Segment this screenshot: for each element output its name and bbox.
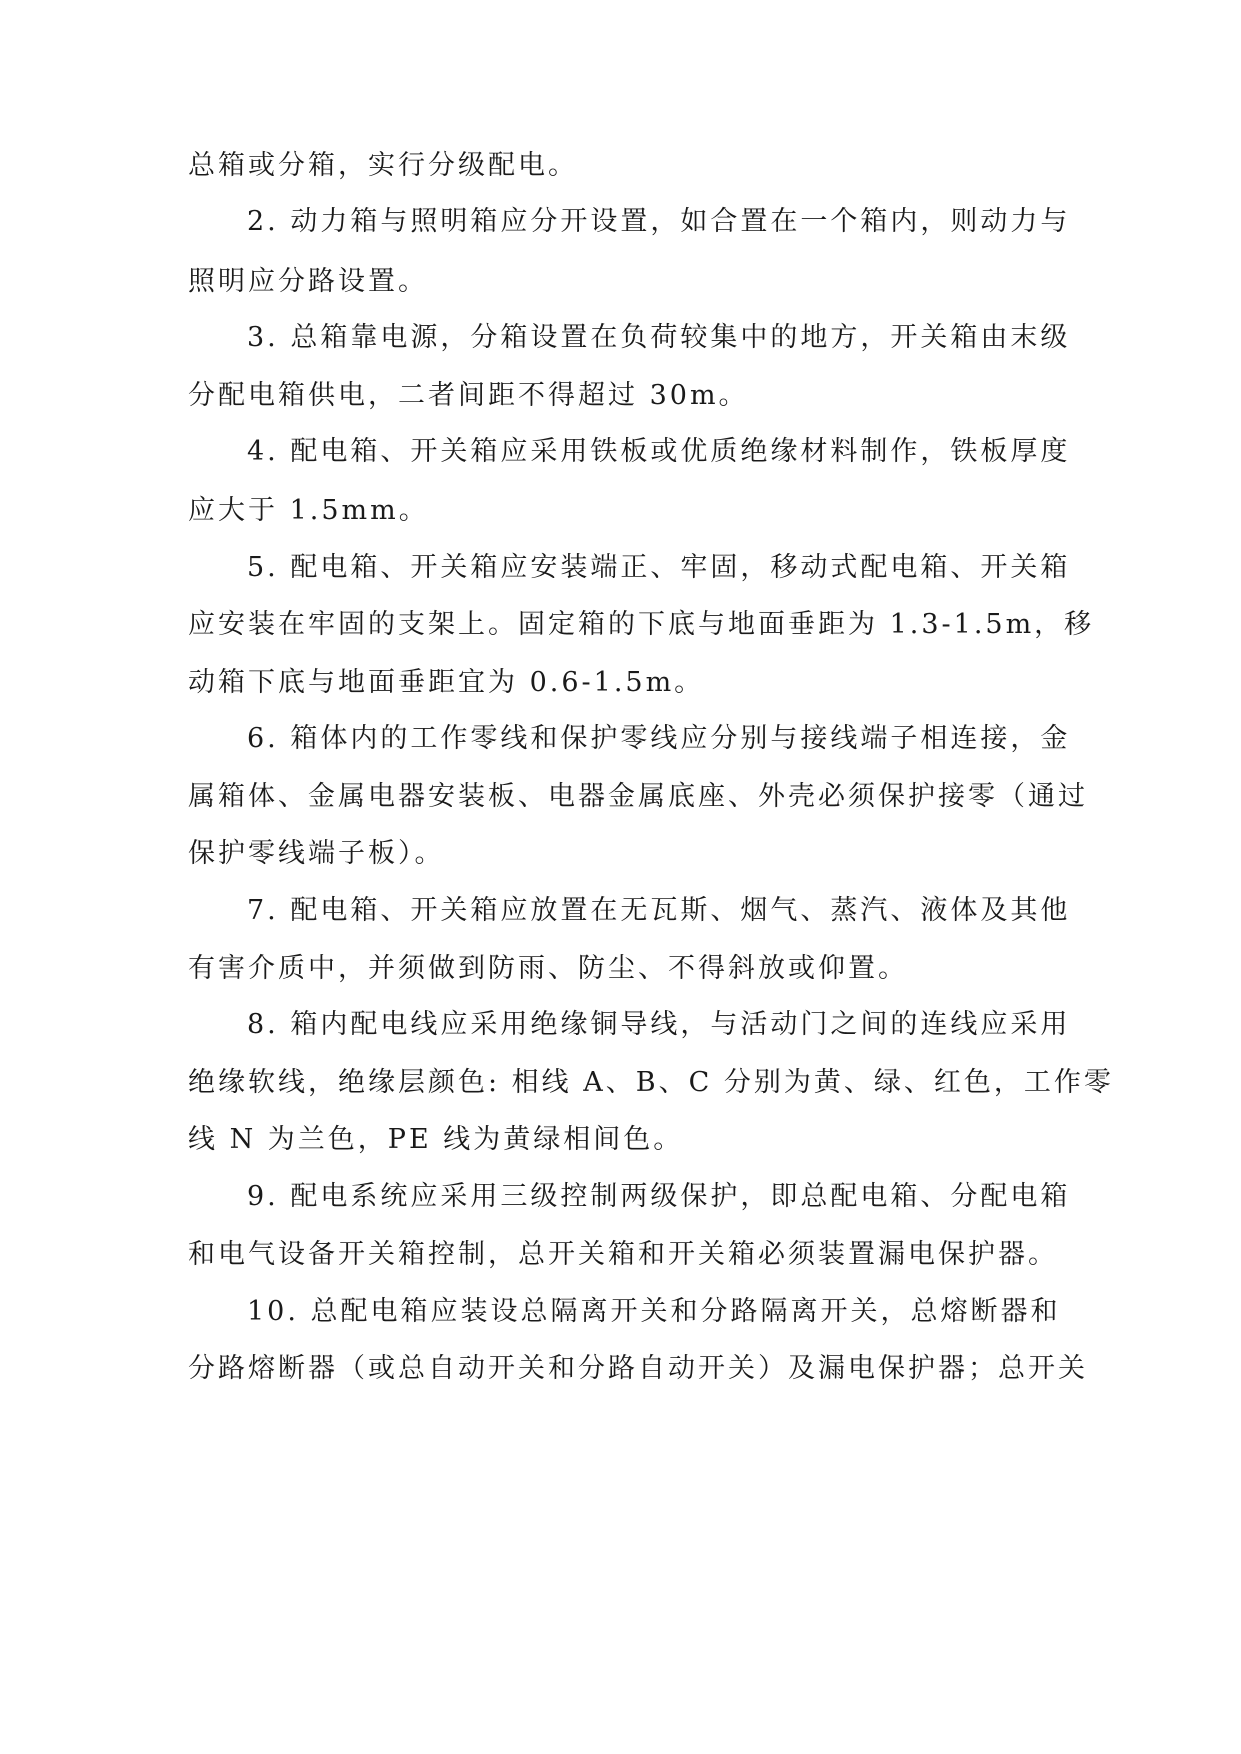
text-line: 保护零线端子板）。 [188, 838, 445, 869]
text-line: 分路熔断器（或总自动开关和分路自动开关）及漏电保护器；总开关 [188, 1353, 1088, 1384]
text-line: 4. 配电箱、开关箱应采用铁板或优质绝缘材料制作，铁板厚度 [247, 436, 1071, 467]
text-line: 10. 总配电箱应装设总隔离开关和分路隔离开关，总熔断器和 [247, 1296, 1061, 1327]
text-line: 8. 箱内配电线应采用绝缘铜导线，与活动门之间的连线应采用 [247, 1009, 1071, 1040]
text-line: 5. 配电箱、开关箱应安装端正、牢固，移动式配电箱、开关箱 [247, 552, 1071, 583]
text-line: 和电气设备开关箱控制，总开关箱和开关箱必须装置漏电保护器。 [188, 1239, 1058, 1270]
text-line: 9. 配电系统应采用三级控制两级保护，即总配电箱、分配电箱 [247, 1181, 1071, 1212]
text-line: 总箱或分箱，实行分级配电。 [188, 150, 578, 181]
text-line: 6. 箱体内的工作零线和保护零线应分别与接线端子相连接，金 [247, 723, 1071, 754]
text-line: 照明应分路设置。 [188, 266, 428, 297]
text-line: 绝缘软线，绝缘层颜色: 相线 A、B、C 分别为黄、绿、红色，工作零 [188, 1067, 1114, 1098]
text-line: 3. 总箱靠电源，分箱设置在负荷较集中的地方，开关箱由末级 [247, 322, 1071, 353]
text-line: 线 N 为兰色，PE 线为黄绿相间色。 [188, 1124, 684, 1155]
text-line: 属箱体、金属电器安装板、电器金属底座、外壳必须保护接零（通过 [188, 781, 1088, 812]
text-line: 应大于 1.5mm。 [188, 495, 429, 526]
text-line: 分配电箱供电，二者间距不得超过 30m。 [188, 380, 749, 411]
text-line: 2. 动力箱与照明箱应分开设置，如合置在一个箱内，则动力与 [247, 206, 1071, 237]
text-line: 7. 配电箱、开关箱应放置在无瓦斯、烟气、蒸汽、液体及其他 [247, 895, 1071, 926]
text-line: 应安装在牢固的支架上。固定箱的下底与地面垂距为 1.3-1.5m，移 [188, 609, 1095, 640]
text-line: 有害介质中，并须做到防雨、防尘、不得斜放或仰置。 [188, 953, 908, 984]
text-line: 动箱下底与地面垂距宜为 0.6-1.5m。 [188, 667, 705, 698]
